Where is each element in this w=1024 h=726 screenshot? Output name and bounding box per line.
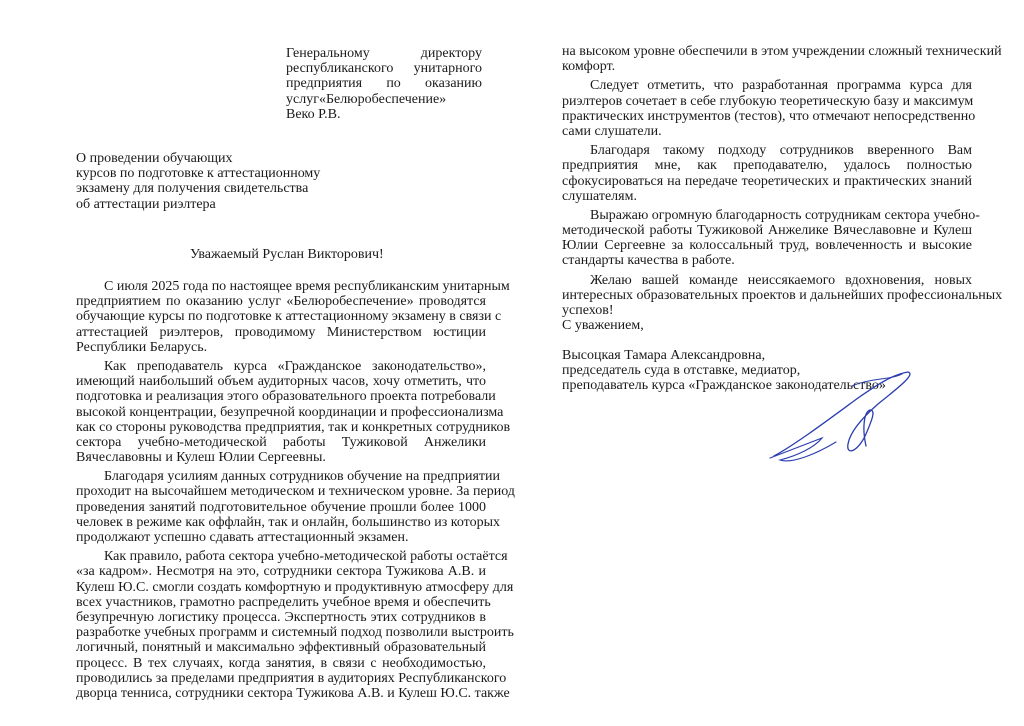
letter-body-right	[562, 44, 1003, 318]
paragraph-line: дворца тенниса, сотрудники сектора Тужикова А.В. и Кулеш Ю.С. также	[76, 685, 510, 701]
paragraph-line: Выражаю огромную благодарность сотрудникам сектора учебно-	[590, 207, 980, 223]
paragraph-line: риэлтеров сочетает в себе глубокую теоретическую базу и максимум	[562, 93, 974, 109]
handwritten-signature	[766, 370, 916, 470]
paragraph-line: Как преподаватель курса «Гражданское законодательство»,	[104, 358, 486, 374]
paragraph-line: С июля 2025 года по настоящее время республиканским унитарным	[104, 279, 510, 294]
closing-phrase: С уважением,	[562, 318, 644, 333]
paragraph-line: слушателям.	[562, 188, 637, 204]
paragraph-line: безупречную логистику процесса. Экспертность этих сотрудников в	[76, 609, 486, 625]
subject-line: курсов по подготовке к аттестационному	[76, 166, 321, 182]
paragraph-line: сами слушатели.	[562, 123, 662, 139]
paragraph-line: Республики Беларусь.	[76, 339, 208, 355]
paragraph-line: проводились за пределами предприятия в аудиториях Республиканского	[76, 670, 507, 686]
paragraph-line: процесс. В тех случаях, когда занятия, в связи с необходимостью,	[76, 655, 486, 671]
paragraph-line: сфокусироваться на передаче теоретических и практических знаний	[562, 173, 972, 189]
paragraph-line: Желаю вашей команде неиссякаемого вдохновения, новых	[590, 272, 972, 288]
paragraph-line: продолжают успешно сдавать аттестационный экзамен.	[76, 530, 409, 545]
paragraph-line: сектора учебно-методической работы Тужиковой Анжелики	[76, 434, 486, 450]
paragraph-line: проведения занятий подготовительное обучение прошли более 1000	[76, 499, 486, 515]
subject-line: О проведении обучающих	[76, 151, 233, 166]
greeting: Уважаемый Руслан Викторович!	[190, 247, 384, 262]
paragraph-line: Благодаря такому подходу сотрудников вверенного Вам	[590, 143, 972, 159]
paragraph-line: на высоком уровне обеспечили в этом учреждении сложный технический	[562, 44, 1002, 59]
letter-page-right	[512, 0, 1024, 726]
paragraph-line: предприятия мне, как преподавателю, удалось полностью	[562, 158, 972, 174]
paragraph-line: Кулеш Ю.С. смогли создать комфортную и продуктивную атмосферу для	[76, 579, 514, 595]
paragraph-line: всех участников, грамотно распределить учебное время и обеспечить	[76, 594, 491, 610]
subject-line: экзамену для получения свидетельства	[76, 181, 309, 197]
addressee-line: Генеральному директору	[286, 46, 482, 61]
paragraph-line: логичный, понятный и максимально эффективный образовательный	[76, 640, 486, 656]
paragraph-line: Вячеславовны и Кулеш Юлии Сергеевны.	[76, 450, 326, 466]
paragraph-line: интересных образовательных проектов и дальнейших профессиональных	[562, 287, 1003, 303]
paragraph-line: комфорт.	[562, 59, 616, 75]
paragraph-line: высокой концентрации, безупречной координации и профессионализма	[76, 404, 504, 420]
paragraph-line: Благодаря усилиям данных сотрудников обучение на предприятии	[104, 469, 501, 485]
addressee-line: услуг«Белюробеспечение»	[286, 91, 447, 107]
subject-line: об аттестации риэлтера	[76, 196, 216, 212]
paragraph-line: предприятием по оказанию услуг «Белюробеспечение» проводятся	[76, 294, 486, 310]
paragraph-line: «за кадром». Несмотря на это, сотрудники сектора Тужикова А.В. и	[76, 564, 486, 580]
signer-line: Высоцкая Тамара Александровна,	[562, 348, 766, 363]
paragraph-line: Следует отметить, что разработанная программа курса для	[590, 78, 972, 94]
paragraph-line: имеющий наибольший объем аудиторных часов, хочу отметить, что	[76, 374, 486, 390]
paragraph-line: разработке учебных программ и системный подход позволили выстроить	[76, 625, 514, 641]
signer-line: председатель суда в отставке, медиатор,	[562, 363, 801, 379]
paragraph-line: Как правило, работа сектора учебно-методической работы остаётся	[104, 549, 508, 565]
signer-line: преподаватель курса «Гражданское законодательство»	[562, 378, 886, 394]
paragraph-line: стандарты качества в работе.	[562, 253, 735, 269]
paragraph-line: проходит на высочайшем методическом и техническом уровне. За период	[76, 484, 515, 500]
paragraph-line: успехов!	[562, 303, 614, 318]
addressee-block	[286, 46, 482, 122]
paragraph-line: подготовка и реализация этого образовательного проекта потребовали	[76, 389, 496, 405]
paragraph-line: обучающие курсы по подготовке к аттестационному экзамену в связи с	[76, 309, 502, 325]
addressee-line: Веко Р.В.	[286, 106, 341, 122]
paragraph-line: практических инструментов (тестов), что отмечают непосредственно	[562, 108, 976, 124]
subject-block	[76, 151, 376, 212]
paragraph-line: как со стороны руководства предприятия, так и конкретных сотрудников	[76, 419, 511, 435]
paragraph-line: Юлии Сергеевне за колоссальный труд, вовлеченность и высокие	[562, 238, 972, 254]
letter-body-left	[76, 279, 515, 701]
addressee-line: предприятия по оказанию	[286, 76, 482, 92]
paragraph-line: методической работы Тужиковой Анжелике Вячеславовне и Кулеш	[562, 223, 972, 239]
addressee-line: республиканского унитарного	[286, 61, 482, 77]
paragraph-line: аттестацией риэлтеров, проводимому Министерством юстиции	[76, 324, 486, 340]
paragraph-line: человек в режиме как оффлайн, так и онлайн, большинство из которых	[76, 514, 501, 530]
